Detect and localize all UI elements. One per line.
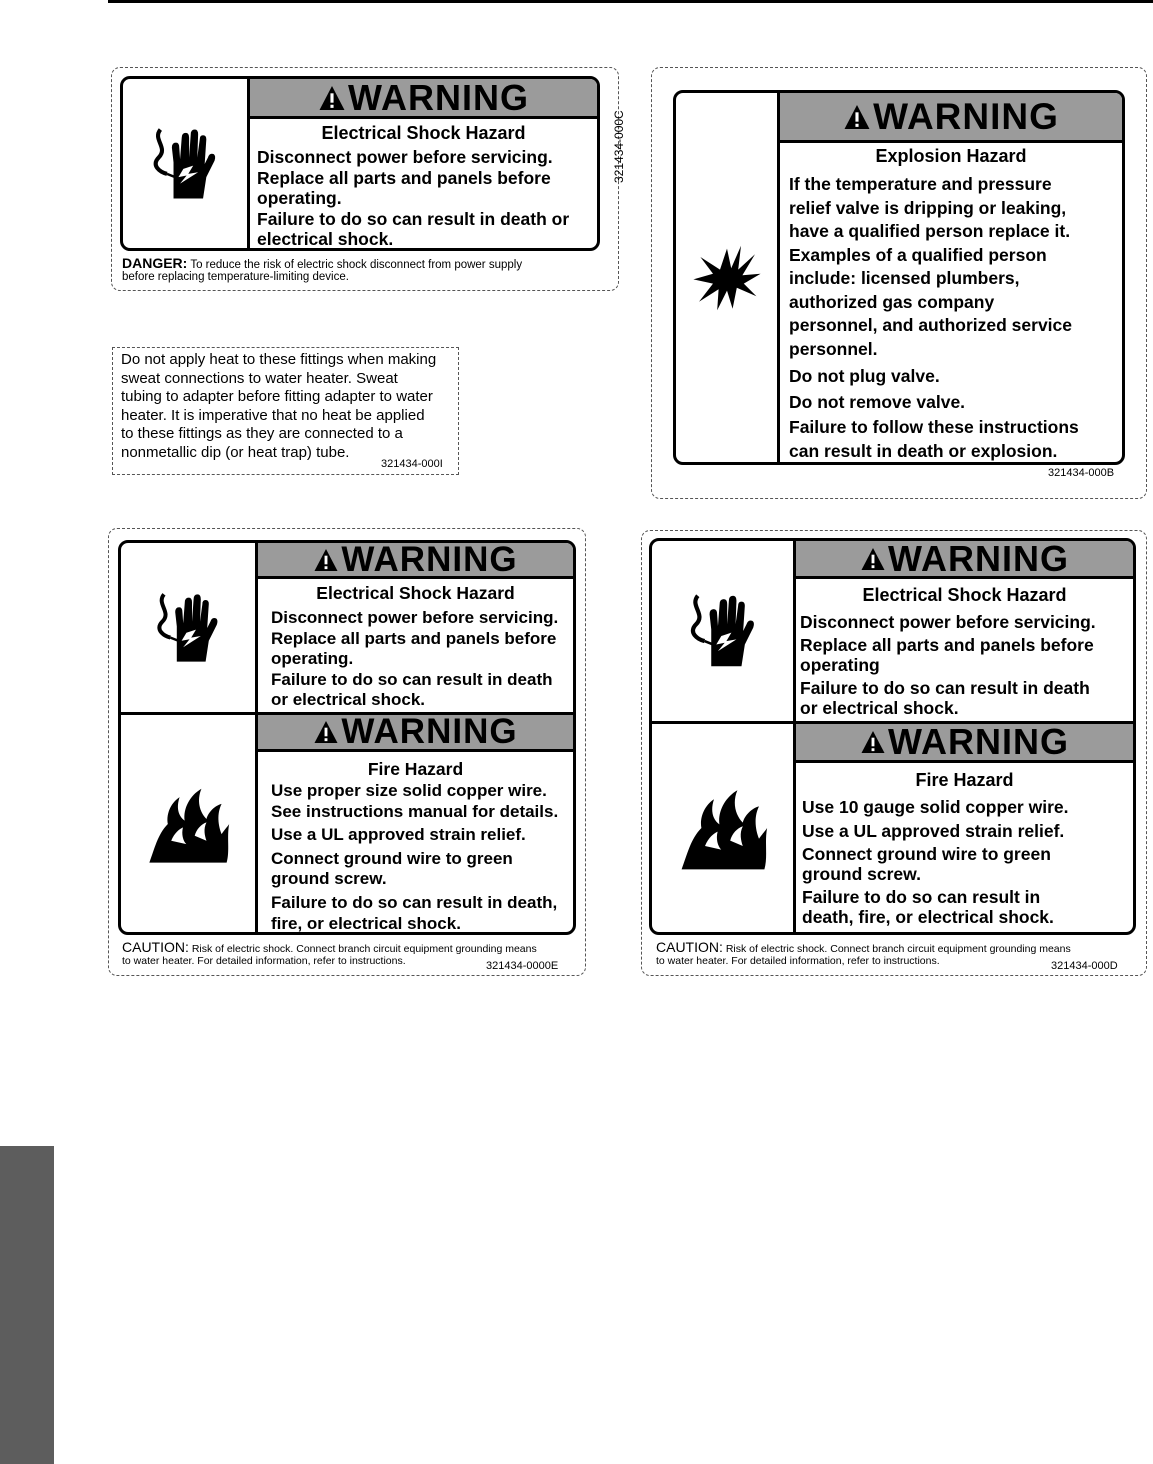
label-i-line: nonmetallic dip (or heat trap) tube.: [121, 443, 350, 461]
fire-lines: [802, 798, 1068, 927]
side-tab: [0, 1146, 54, 1464]
label-i-line: heater. It is imperative that no heat be applied: [121, 406, 425, 424]
alert-triangle-icon: [313, 548, 339, 572]
fire-content: [796, 721, 1133, 932]
warning-text: WARNING: [341, 712, 518, 751]
hazard-title: Electrical Shock Hazard: [321, 123, 526, 143]
hazard-lines: [257, 147, 569, 250]
hazard-line: death, fire, or electrical shock.: [802, 906, 1054, 927]
hazard-line: or electrical shock.: [800, 698, 959, 718]
hazard-line: have a qualified person replace it.: [789, 221, 1071, 241]
danger-note: [122, 257, 612, 283]
hazard-title: Fire Hazard: [915, 770, 1014, 790]
warning-banner: [250, 76, 597, 119]
hazard-line: Failure to do so can result in: [802, 887, 1041, 907]
shock-lines: [271, 608, 558, 711]
hazard-line: Replace all parts and panels before: [271, 628, 557, 648]
label-i-line: tubing to adapter before fitting adapter to water: [121, 388, 433, 405]
hazard-line: relief valve is dripping or leaking,: [789, 197, 1067, 218]
hazard-line: personnel.: [789, 338, 878, 359]
label-d-code: 321434-000D: [1051, 960, 1118, 972]
caution-text-1: Risk of electric shock. Connect branch circuit equipment grounding means: [725, 943, 1071, 955]
label-i-code: 321434-000I: [381, 458, 443, 470]
label-c-content: [250, 76, 597, 249]
label-b-box: [673, 90, 1125, 465]
caution-text-2: to water heater. For detailed information, refer to instructions.: [122, 955, 406, 967]
alert-triangle-icon: [860, 547, 886, 571]
hazard-line: personnel, and authorized service: [789, 315, 1072, 335]
hazard-line: operating: [800, 655, 880, 675]
hazard-line: Use a UL approved strain relief.: [802, 820, 1065, 841]
hazard-line: Connect ground wire to green: [271, 848, 513, 868]
fire-content: [258, 712, 573, 933]
shock-content: [796, 538, 1133, 721]
alert-triangle-icon: [843, 104, 871, 130]
label-b-code: 321434-000B: [1048, 467, 1115, 479]
shock-section: [652, 538, 1133, 724]
shock-icon-cell: [121, 543, 258, 712]
danger-title: DANGER:: [122, 255, 188, 271]
hazard-line: operating.: [257, 188, 342, 208]
warning-text: WARNING: [341, 540, 518, 579]
warning-banner: [796, 538, 1133, 579]
label-i-line: sweat connections to water heater. Sweat: [121, 369, 398, 387]
fire-icon-cell: [121, 715, 258, 932]
hazard-title: Explosion Hazard: [875, 146, 1027, 166]
electric-shock-hand-icon: [144, 118, 226, 210]
hazard-line: Do not plug valve.: [789, 366, 940, 386]
label-i-line: Do not apply heat to these fittings when making: [121, 351, 437, 368]
label-i-line: to these fittings as they are connected to a: [121, 425, 403, 442]
explosion-icon: [692, 235, 762, 321]
hazard-line: ground screw.: [271, 869, 387, 889]
hazard-line: Failure to do so can result in death or: [257, 208, 570, 229]
shock-lines: [800, 612, 1096, 718]
label-b-content: [780, 93, 1122, 462]
electric-shock-hand-icon: [681, 584, 765, 678]
hazard-line: ground screw.: [802, 863, 921, 884]
hazard-line: or electrical shock.: [271, 690, 426, 710]
caution-title: CAUTION:: [122, 939, 189, 955]
hazard-line: Do not remove valve.: [789, 391, 966, 412]
hazard-line: Replace all parts and panels before: [257, 167, 551, 188]
hazard-line: Examples of a qualified person: [789, 244, 1047, 265]
shock-section: [121, 540, 573, 715]
hazard-line: Failure to do so can result in death: [271, 669, 553, 689]
alert-triangle-icon: [860, 730, 886, 754]
label-e-code: 321434-0000E: [486, 960, 559, 972]
hazard-line: See instructions manual for details.: [271, 801, 559, 821]
hazard-title: Fire Hazard: [367, 759, 464, 779]
warning-banner: [258, 540, 573, 579]
danger-text-1: To reduce the risk of electric shock disconnect from power supply: [190, 259, 523, 271]
label-i-text: [121, 351, 436, 462]
label-b-icon-cell: [676, 93, 780, 462]
alert-triangle-icon: [313, 720, 339, 744]
hazard-line: If the temperature and pressure: [789, 174, 1052, 194]
caution-title: CAUTION:: [656, 939, 723, 955]
hazard-line: operating.: [271, 649, 354, 669]
warning-banner: [780, 93, 1122, 143]
shock-icon-cell: [652, 541, 796, 721]
electric-shock-hand-icon: [148, 583, 228, 673]
hazard-line: fire, or electrical shock.: [271, 913, 461, 933]
hazard-line: Disconnect power before servicing.: [257, 147, 553, 167]
warning-text: WARNING: [888, 538, 1069, 579]
hazard-title: Electrical Shock Hazard: [862, 585, 1067, 605]
hazard-line: Disconnect power before servicing.: [800, 612, 1096, 632]
hazard-line: can result in death or explosion.: [789, 440, 1058, 461]
label-c-icon-cell: [123, 79, 250, 248]
hazard-line: Use proper size solid copper wire.: [271, 781, 547, 800]
fire-icon: [132, 782, 244, 866]
hazard-line: Failure to do so can result in death: [800, 678, 1090, 698]
hazard-line: electrical shock.: [257, 229, 394, 249]
warning-text: WARNING: [873, 95, 1059, 137]
label-code-vertical: 321434-000C: [612, 110, 626, 183]
caution-text-1: Risk of electric shock. Connect branch circuit equipment grounding means: [191, 943, 537, 955]
hazard-line: Disconnect power before servicing.: [271, 608, 559, 627]
hazard-line: Replace all parts and panels before: [800, 635, 1094, 655]
danger-text-2: before replacing temperature-limiting device.: [122, 271, 349, 283]
shock-content: [258, 540, 573, 712]
warning-text: WARNING: [888, 721, 1069, 762]
fire-section: [652, 721, 1133, 932]
label-e-box: [118, 540, 576, 935]
warning-banner: [258, 712, 573, 752]
hazard-line: Failure to follow these instructions: [789, 417, 1079, 437]
hazard-line: Use 10 gauge solid copper wire.: [802, 797, 1069, 817]
fire-icon-cell: [652, 724, 796, 932]
fire-section: [121, 712, 573, 933]
fire-lines: [271, 781, 558, 934]
hazard-line: include: licensed plumbers,: [789, 268, 1020, 288]
caution-text-2: to water heater. For detailed information, refer to instructions.: [656, 955, 940, 967]
hazard-lines: [789, 173, 1079, 463]
label-d-box: [649, 538, 1136, 935]
label-c-box: [120, 76, 600, 251]
hazard-line: Connect ground wire to green: [802, 844, 1051, 864]
warning-banner: [796, 721, 1133, 763]
header-rule: [108, 0, 1153, 3]
hazard-line: authorized gas company: [789, 291, 995, 312]
hazard-title: Electrical Shock Hazard: [316, 583, 515, 603]
hazard-line: Use a UL approved strain relief.: [271, 825, 526, 845]
warning-text: WARNING: [348, 76, 529, 118]
alert-triangle-icon: [318, 85, 346, 111]
fire-icon: [664, 783, 782, 873]
hazard-line: Failure to do so can result in death,: [271, 892, 558, 912]
